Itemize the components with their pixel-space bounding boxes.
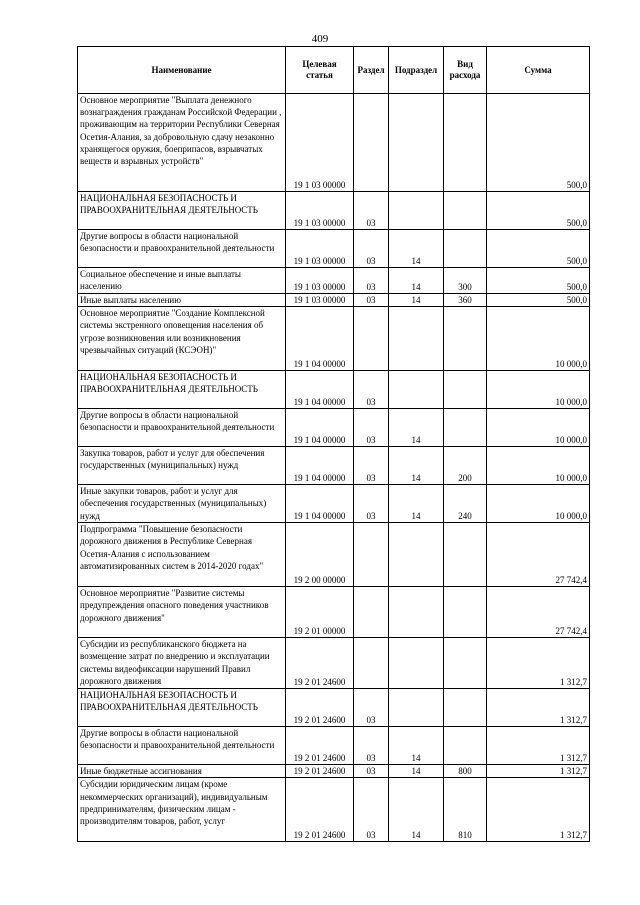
row-target: 19 1 03 00000 <box>286 294 354 307</box>
table-row <box>78 268 590 294</box>
table-row <box>78 689 590 727</box>
row-sum: 500,0 <box>487 268 590 294</box>
row-subsection: 14 <box>389 485 444 523</box>
row-section <box>354 638 389 689</box>
table-row <box>78 307 590 371</box>
row-type <box>444 409 487 447</box>
table-row <box>78 638 590 689</box>
row-subsection <box>389 689 444 727</box>
row-subsection <box>389 371 444 409</box>
page-number: 409 <box>311 33 329 45</box>
row-section <box>354 94 389 192</box>
row-section: 03 <box>354 409 389 447</box>
row-name: Основное мероприятие "Выплата денежного вознаграждения гражданам Российской Федерации , проживающим на территории Республики Северная Осетия-Алания, за добровольную сдачу незаконно хранящегося оружия, боеприпасов, взрывчатых веществ и взрывных устройств" <box>78 94 286 192</box>
header-section: Раздел <box>354 47 389 94</box>
header-subsection: Подраздел <box>389 47 444 94</box>
row-section <box>354 523 389 587</box>
row-subsection <box>389 523 444 587</box>
row-sum: 500,0 <box>487 192 590 230</box>
table-row <box>78 192 590 230</box>
row-type: 360 <box>444 294 487 307</box>
header-sum: Сумма <box>487 47 590 94</box>
row-name: Другие вопросы в области национальной безопасности и правоохранительной деятельности <box>78 230 286 268</box>
row-section: 03 <box>354 689 389 727</box>
row-sum: 27 742,4 <box>487 523 590 587</box>
row-name: Другие вопросы в области национальной безопасности и правоохранительной деятельности <box>78 727 286 765</box>
row-sum: 1 312,7 <box>487 689 590 727</box>
row-section: 03 <box>354 765 389 778</box>
row-sum: 10 000,0 <box>487 485 590 523</box>
table-row <box>78 523 590 587</box>
table-row <box>78 294 590 307</box>
row-subsection <box>389 94 444 192</box>
row-target: 19 1 03 00000 <box>286 192 354 230</box>
row-subsection: 14 <box>389 447 444 485</box>
row-subsection <box>389 307 444 371</box>
row-section: 03 <box>354 294 389 307</box>
row-subsection: 14 <box>389 268 444 294</box>
row-target: 19 1 04 00000 <box>286 371 354 409</box>
row-subsection: 14 <box>389 765 444 778</box>
row-target: 19 1 04 00000 <box>286 485 354 523</box>
row-type <box>444 587 487 638</box>
row-name: Основное мероприятие "Создание Комплексной системы экстренного оповещения населения об угрозе возникновения или возникновения чрезвычайных ситуаций (КСЭОН)" <box>78 307 286 371</box>
table-row <box>78 230 590 268</box>
row-name: Основное мероприятие "Развитие системы предупреждения опасного поведения участников дорожного движения" <box>78 587 286 638</box>
row-subsection: 14 <box>389 294 444 307</box>
row-sum: 1 312,7 <box>487 778 590 842</box>
row-type: 300 <box>444 268 487 294</box>
row-name: Подпрограмма "Повышение безопасности дорожного движения в Республике Северная Осетия-Алания с использованием автоматизированных систем в 2014-2020 годах" <box>78 523 286 587</box>
row-sum: 10 000,0 <box>487 307 590 371</box>
row-subsection <box>389 638 444 689</box>
row-name: Субсидии юридическим лицам (кроме некоммерческих организаций), индивидуальным предпринимателям, физическим лицам - производителям товаров, работ, услуг <box>78 778 286 842</box>
table-row <box>78 765 590 778</box>
row-target: 19 1 03 00000 <box>286 94 354 192</box>
row-type: 240 <box>444 485 487 523</box>
table-row <box>78 371 590 409</box>
row-type <box>444 192 487 230</box>
row-subsection: 14 <box>389 778 444 842</box>
table-row <box>78 447 590 485</box>
row-target: 19 1 03 00000 <box>286 230 354 268</box>
row-target: 19 1 04 00000 <box>286 409 354 447</box>
row-section: 03 <box>354 485 389 523</box>
row-type <box>444 523 487 587</box>
row-name: Социальное обеспечение и иные выплаты населению <box>78 268 286 294</box>
row-sum: 10 000,0 <box>487 447 590 485</box>
table-body <box>78 94 590 842</box>
row-type: 800 <box>444 765 487 778</box>
row-target: 19 2 01 24600 <box>286 765 354 778</box>
row-type: 810 <box>444 778 487 842</box>
row-target: 19 1 03 00000 <box>286 268 354 294</box>
row-section: 03 <box>354 727 389 765</box>
row-type <box>444 689 487 727</box>
table-row <box>78 485 590 523</box>
row-subsection <box>389 587 444 638</box>
row-name: Иные выплаты населению <box>78 294 286 307</box>
row-target: 19 2 01 24600 <box>286 638 354 689</box>
header-name: Наименование <box>78 47 286 94</box>
row-sum: 500,0 <box>487 230 590 268</box>
row-sum: 27 742,4 <box>487 587 590 638</box>
row-target: 19 1 04 00000 <box>286 307 354 371</box>
row-type: 200 <box>444 447 487 485</box>
row-target: 19 2 01 24600 <box>286 727 354 765</box>
row-sum: 500,0 <box>487 94 590 192</box>
row-sum: 1 312,7 <box>487 727 590 765</box>
row-target: 19 2 01 24600 <box>286 778 354 842</box>
row-section: 03 <box>354 371 389 409</box>
row-section: 03 <box>354 192 389 230</box>
header-target: Целевая статья <box>286 47 354 94</box>
row-name: НАЦИОНАЛЬНАЯ БЕЗОПАСНОСТЬ И ПРАВООХРАНИТЕЛЬНАЯ ДЕЯТЕЛЬНОСТЬ <box>78 371 286 409</box>
row-type <box>444 307 487 371</box>
row-name: Иные бюджетные ассигнования <box>78 765 286 778</box>
row-section: 03 <box>354 230 389 268</box>
table-row <box>78 778 590 842</box>
row-type <box>444 94 487 192</box>
row-section <box>354 307 389 371</box>
row-subsection: 14 <box>389 230 444 268</box>
row-subsection: 14 <box>389 409 444 447</box>
row-type <box>444 371 487 409</box>
row-type <box>444 230 487 268</box>
table-row <box>78 409 590 447</box>
row-subsection <box>389 192 444 230</box>
row-sum: 1 312,7 <box>487 765 590 778</box>
row-name: Субсидии из республиканского бюджета на возмещение затрат по внедрению и эксплуатации системы видеофиксации нарушений Правил дорожного движения <box>78 638 286 689</box>
row-name: Закупка товаров, работ и услуг для обеспечения государственных (муниципальных) нужд <box>78 447 286 485</box>
row-name: Иные закупки товаров, работ и услуг для обеспечения государственных (муниципальных) нужд <box>78 485 286 523</box>
row-section <box>354 587 389 638</box>
row-target: 19 2 01 24600 <box>286 689 354 727</box>
budget-table <box>77 46 590 842</box>
row-subsection: 14 <box>389 727 444 765</box>
row-target: 19 2 01 00000 <box>286 587 354 638</box>
table-row <box>78 727 590 765</box>
row-name: НАЦИОНАЛЬНАЯ БЕЗОПАСНОСТЬ И ПРАВООХРАНИТЕЛЬНАЯ ДЕЯТЕЛЬНОСТЬ <box>78 192 286 230</box>
header-type: Вид расхода <box>444 47 487 94</box>
row-section: 03 <box>354 778 389 842</box>
row-type <box>444 638 487 689</box>
table-header-row <box>78 47 590 94</box>
row-name: Другие вопросы в области национальной безопасности и правоохранительной деятельности <box>78 409 286 447</box>
row-target: 19 1 04 00000 <box>286 447 354 485</box>
row-sum: 10 000,0 <box>487 371 590 409</box>
row-sum: 1 312,7 <box>487 638 590 689</box>
row-name: НАЦИОНАЛЬНАЯ БЕЗОПАСНОСТЬ И ПРАВООХРАНИТЕЛЬНАЯ ДЕЯТЕЛЬНОСТЬ <box>78 689 286 727</box>
table-row <box>78 94 590 192</box>
row-type <box>444 727 487 765</box>
row-sum: 500,0 <box>487 294 590 307</box>
row-section: 03 <box>354 447 389 485</box>
row-section: 03 <box>354 268 389 294</box>
row-sum: 10 000,0 <box>487 409 590 447</box>
table-row <box>78 587 590 638</box>
row-target: 19 2 00 00000 <box>286 523 354 587</box>
